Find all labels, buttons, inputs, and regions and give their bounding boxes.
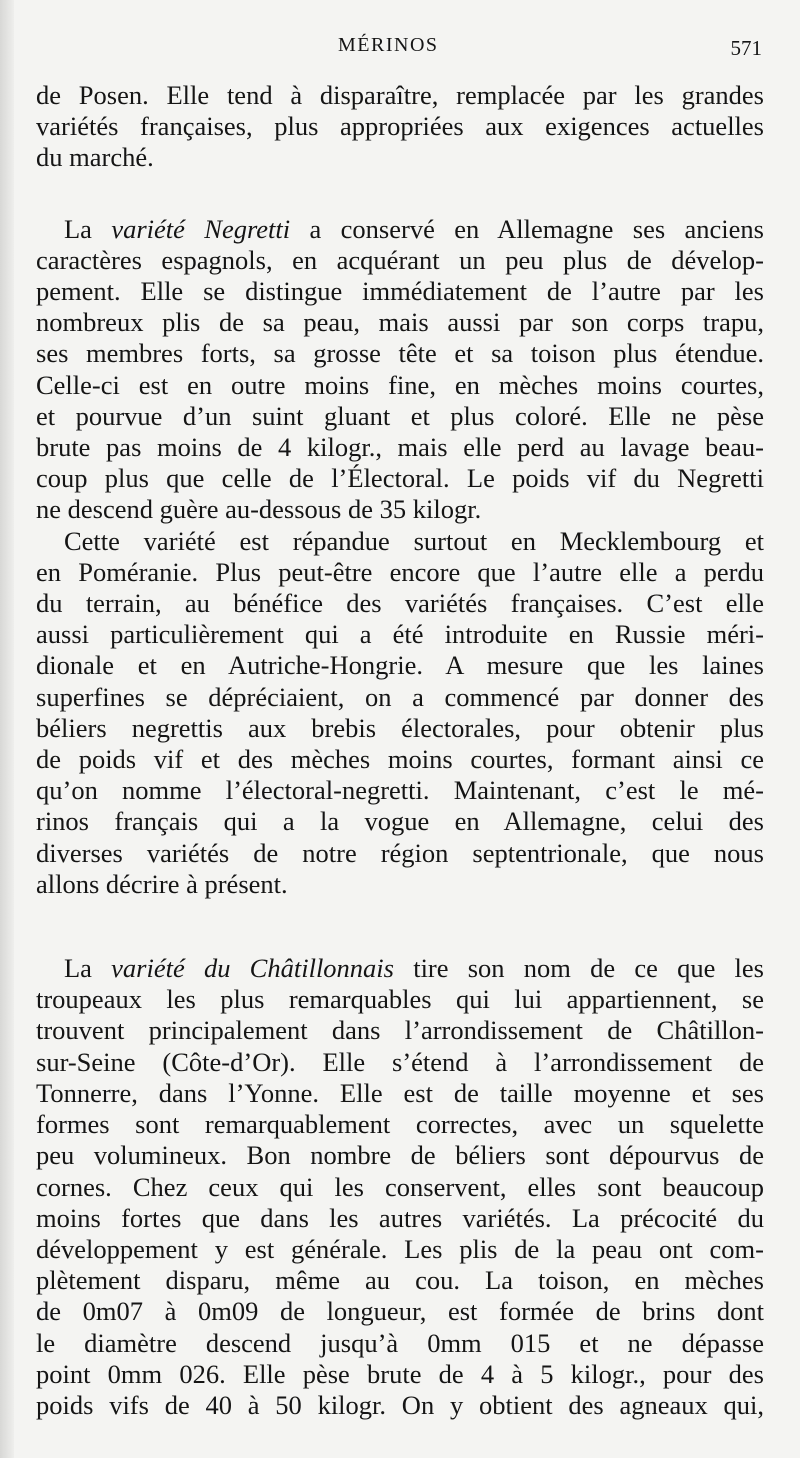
text-line: brute pas moins de 4 kilogr., mais elle perd au lavage beau- xyxy=(36,432,764,463)
text-line xyxy=(36,953,764,984)
text-line: béliers negrettis aux brebis électorales, pour obtenir plus xyxy=(36,712,764,743)
page-edge-shadow xyxy=(0,0,14,1458)
text-line: sur-Seine (Côte-d’Or). Elle s’étend à l’arrondissement de xyxy=(36,1046,764,1077)
text-line: dionale et en Autriche-Hongrie. A mesure que les laines xyxy=(36,650,764,681)
italic-term: variété du Châtillonnais xyxy=(111,953,394,984)
text-run: La xyxy=(64,213,112,244)
text-line: caractères espagnols, en acquérant un peu plus de dévelop- xyxy=(36,244,764,275)
text-line: pement. Elle se distingue immédiatement de l’autre par les xyxy=(36,276,764,307)
text-line: qu’on nomme l’électoral-negretti. Maintenant, c’est le mé- xyxy=(36,775,764,806)
text-line: cornes. Chez ceux qui les conservent, elles sont beaucoup xyxy=(36,1171,764,1202)
text-line: du marché. xyxy=(36,142,154,173)
text-run: tire son nom de ce que les xyxy=(393,953,764,984)
text-line: troupeaux les plus remarquables qui lui appartiennent, se xyxy=(36,984,764,1015)
text-line: de poids vif et des mèches moins courtes, formant ainsi ce xyxy=(36,744,764,775)
text-line: trouvent principalement dans l’arrondissement de Châtillon- xyxy=(36,1015,764,1046)
text-line: du terrain, au bénéfice des variétés françaises. C’est elle xyxy=(36,588,764,619)
text-line: Cette variété est répandue surtout en Mecklembourg et xyxy=(64,525,764,556)
text-line: superfines se dépréciaient, on a commencé par donner des xyxy=(36,681,764,712)
page-header xyxy=(0,34,800,64)
text-line: point 0mm 026. Elle pèse brute de 4 à 5 kilogr., pour des xyxy=(36,1358,764,1389)
text-line: et pourvue d’un suint gluant et plus coloré. Elle ne pèse xyxy=(36,400,764,431)
text-line: peu volumineux. Bon nombre de béliers sont dépourvus de xyxy=(36,1140,764,1171)
text-line: en Poméranie. Plus peut-être encore que l’autre elle a perdu xyxy=(36,556,764,587)
text-line: Tonnerre, dans l’Yonne. Elle est de taille moyenne et ses xyxy=(36,1077,764,1108)
text-line: moins fortes que dans les autres variétés. La précocité du xyxy=(36,1202,764,1233)
text-line: de Posen. Elle tend à disparaître, remplacée par les grandes xyxy=(36,80,764,110)
text-line: le diamètre descend jusqu’à 0mm 015 et ne dépasse xyxy=(36,1327,764,1358)
page-body xyxy=(36,80,764,1421)
text-line: diverses variétés de notre région septentrionale, que nous xyxy=(36,837,764,868)
running-title: MÉRINOS xyxy=(338,34,439,56)
text-line: nombreux plis de sa peau, mais aussi par son corps trapu, xyxy=(36,307,764,338)
text-line: rinos français qui a la vogue en Allemagne, celui des xyxy=(36,806,764,837)
text-line: poids vifs de 40 à 50 kilogr. On y obtient des agneaux qui, xyxy=(36,1389,764,1420)
text-line: Celle-ci est en outre moins fine, en mèches moins courtes, xyxy=(36,369,764,400)
text-line: ses membres forts, sa grosse tête et sa toison plus étendue. xyxy=(36,338,764,369)
text-line: formes sont remarquablement correctes, avec un squelette xyxy=(36,1109,764,1140)
text-line: coup plus que celle de l’Électoral. Le poids vif du Negretti xyxy=(36,463,764,494)
text-line: aussi particulièrement qui a été introduite en Russie méri- xyxy=(36,619,764,650)
text-line: plètement disparu, même au cou. La toison, en mèches xyxy=(36,1265,764,1296)
text-run: La xyxy=(64,953,112,984)
page-number: 571 xyxy=(730,36,762,60)
text-line: variétés françaises, plus appropriées aux exigences actuelles xyxy=(36,111,764,142)
text-line: ne descend guère au-dessous de 35 kilogr. xyxy=(36,494,482,525)
text-line: de 0m07 à 0m09 de longueur, est formée de brins dont xyxy=(36,1296,764,1327)
text-run: a conservé en Allemagne ses anciens xyxy=(290,213,764,244)
text-line: développement y est générale. Les plis de la peau ont com- xyxy=(36,1233,764,1264)
text-line: allons décrire à présent. xyxy=(36,868,288,899)
italic-term: variété Negretti xyxy=(111,213,291,244)
text-line xyxy=(36,214,764,245)
